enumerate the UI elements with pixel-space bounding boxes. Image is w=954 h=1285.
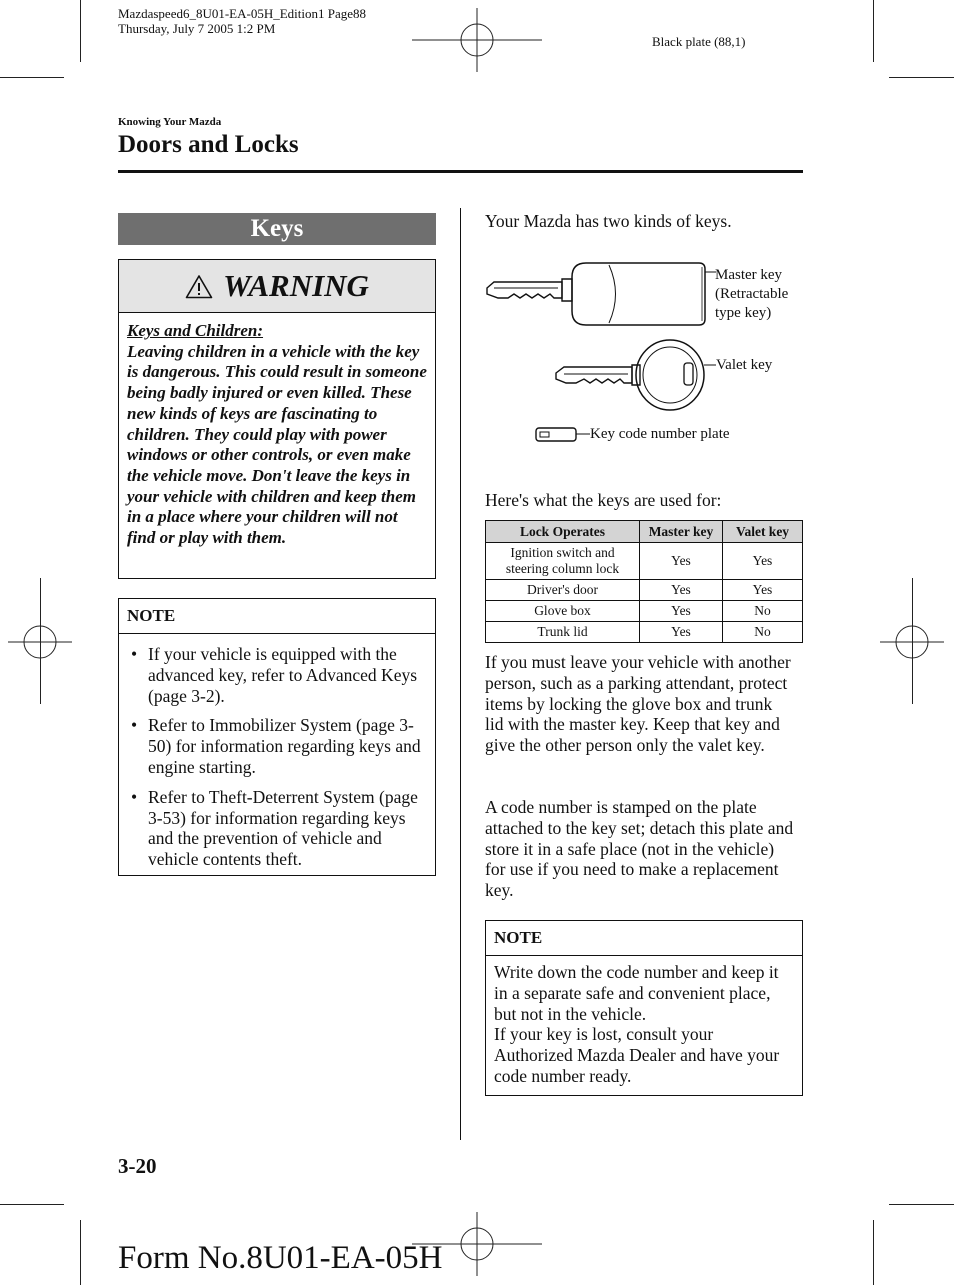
warning-body: [119, 313, 435, 549]
master-key-paragraph: If you must leave your vehicle with another person, such as a parking attendant, protect items by locking the glove box and trunk lid with the master key. Keep that key and give the other person only the valet key.: [485, 652, 791, 756]
table-cell-valet: No: [723, 601, 803, 622]
note-item: • Refer to Immobilizer System (page 3-50) for information regarding keys and engine starting.: [127, 715, 427, 777]
table-cell-lock: Glove box: [486, 601, 640, 622]
warning-subtitle: Keys and Children:: [127, 321, 264, 340]
header-rule: [118, 170, 803, 173]
table-row: [486, 601, 803, 622]
warning-title: WARNING: [223, 268, 369, 303]
master-key-label: Master key (Retractable type key): [715, 267, 789, 321]
note-box-right: [485, 920, 803, 1096]
warning-header: [119, 260, 435, 313]
note-body: [486, 956, 802, 1087]
chapter-title: Doors and Locks: [118, 131, 299, 158]
table-header-lock: Lock Operates: [486, 521, 640, 543]
print-info-file: Mazdaspeed6_8U01-EA-05H_Edition1 Page88: [118, 6, 367, 21]
valet-key-label: Valet key: [716, 357, 773, 373]
note-item: • If your vehicle is equipped with the advanced key, refer to Advanced Keys (page 3-2).: [127, 644, 427, 706]
table-cell-master: Yes: [640, 543, 723, 580]
table-row: [486, 622, 803, 643]
keys-illustration: [484, 255, 716, 445]
warning-triangle-icon: [185, 274, 213, 299]
warning-text: Leaving children in a vehicle with the key is dangerous. This could result in someone being badly injured or even killed. These new kinds of keys are fascinating to children. They could play with power windows or other controls, or even make the vehicle move. Don't leave the keys in your vehicle with children and keep them in a place where your children will not find or play with them.: [127, 341, 427, 548]
print-info: [118, 6, 366, 36]
print-info-date: Thursday, July 7 2005 1:2 PM: [118, 21, 276, 36]
black-plate-label: Black plate (88,1): [652, 34, 746, 49]
registration-mark-left: [8, 610, 72, 674]
table-row: [486, 580, 803, 601]
note-title: NOTE: [119, 599, 435, 634]
uses-intro: Here's what the keys are used for:: [485, 490, 722, 510]
column-divider: [460, 208, 461, 1140]
key-uses-table: [485, 520, 803, 643]
table-cell-master: Yes: [640, 622, 723, 643]
form-number: Form No.8U01-EA-05H: [118, 1240, 443, 1276]
table-cell-lock: Driver's door: [486, 580, 640, 601]
keys-heading: Keys: [118, 213, 436, 245]
key-code-plate-icon: [536, 428, 576, 441]
note-line: Write down the code number and keep it in a separate safe and convenient place, but not in the vehicle.: [494, 962, 779, 1024]
table-cell-master: Yes: [640, 601, 723, 622]
table-cell-lock: Trunk lid: [486, 622, 640, 643]
note-line: If your key is lost, consult your Authorized Mazda Dealer and have your code number ready.: [494, 1024, 780, 1086]
note-item: • Refer to Theft-Deterrent System (page 3-53) for information regarding keys and the prevention of vehicle and vehicle contents theft.: [127, 787, 427, 870]
valet-key-icon: [556, 340, 704, 410]
page-number: 3-20: [118, 1154, 157, 1178]
registration-mark-top: [412, 8, 542, 72]
key-code-plate-label: Key code number plate: [590, 426, 730, 442]
table-cell-valet: No: [723, 622, 803, 643]
table-cell-valet: Yes: [723, 543, 803, 580]
note-list: [119, 634, 435, 870]
table-cell-master: Yes: [640, 580, 723, 601]
code-number-paragraph: A code number is stamped on the plate attached to the key set; detach this plate and store it in a safe place (not in the vehicle) for use if you need to make a replacement key.: [485, 797, 794, 901]
table-row: [486, 543, 803, 580]
intro-text: Your Mazda has two kinds of keys.: [485, 211, 732, 231]
table-header-row: [486, 521, 803, 543]
table-cell-valet: Yes: [723, 580, 803, 601]
note-box-left: [118, 598, 436, 876]
registration-mark-right: [880, 610, 944, 674]
warning-box: [118, 259, 436, 579]
section-label: Knowing Your Mazda: [118, 116, 222, 128]
master-key-icon: [487, 263, 705, 325]
note-title: NOTE: [486, 921, 802, 956]
table-header-valet: Valet key: [723, 521, 803, 543]
table-cell-lock: Ignition switch and steering column lock: [486, 543, 640, 580]
table-header-master: Master key: [640, 521, 723, 543]
